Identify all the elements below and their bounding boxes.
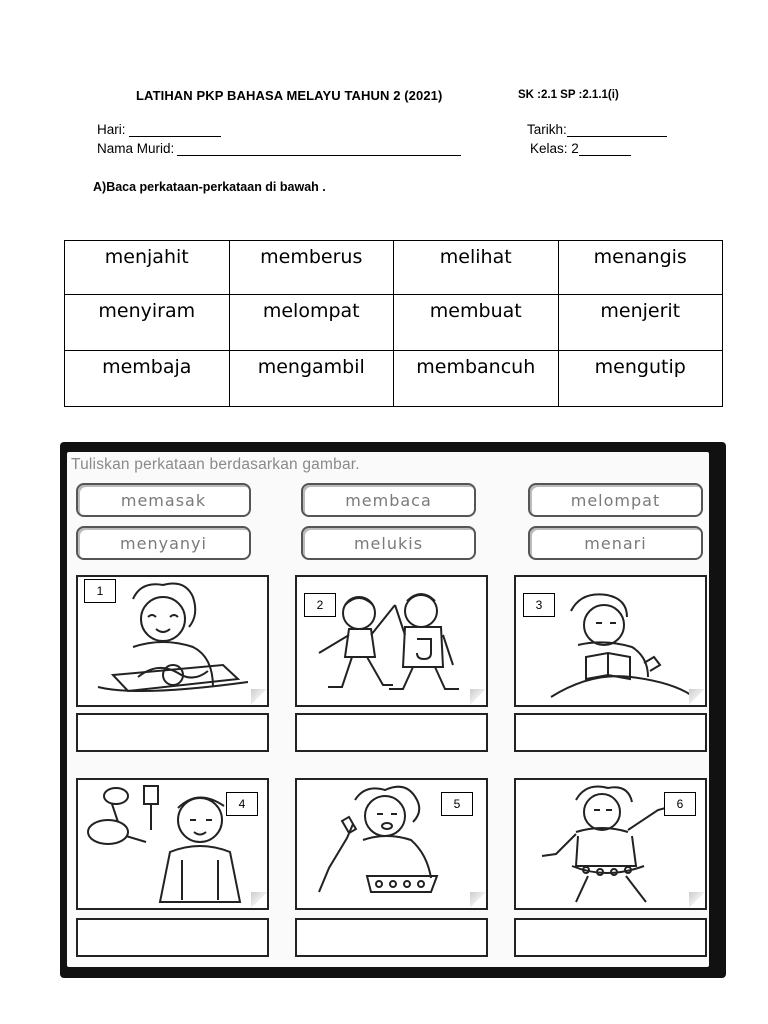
word-box-memasak: memasak — [76, 483, 251, 517]
picture-number-2: 2 — [304, 593, 336, 617]
table-cell: menyiram — [65, 295, 230, 351]
hari-label: Hari: — [97, 122, 126, 137]
word-box-melompat: melompat — [528, 483, 703, 517]
answer-box-1[interactable] — [76, 713, 269, 752]
page-curl — [470, 892, 486, 908]
word-table — [64, 240, 723, 407]
hari-blank[interactable] — [129, 124, 221, 137]
table-cell: membancuh — [394, 351, 559, 407]
kelas-label: Kelas: 2 — [530, 141, 579, 156]
answer-box-3[interactable] — [514, 713, 707, 752]
page-curl — [470, 689, 486, 705]
answer-box-6[interactable] — [514, 918, 707, 957]
section-a-instruction: A)Baca perkataan-perkataan di bawah . — [93, 180, 326, 194]
page-curl — [251, 892, 267, 908]
table-row — [65, 241, 723, 295]
table-row — [65, 295, 723, 351]
curriculum-code: SK :2.1 SP :2.1.1(i) — [518, 89, 619, 101]
worksheet-title: LATIHAN PKP BAHASA MELAYU TAHUN 2 (2021) — [136, 88, 443, 103]
table-cell: menangis — [558, 241, 723, 295]
page-curl — [251, 689, 267, 705]
tarikh-label: Tarikh: — [527, 122, 567, 137]
word-box-melukis: melukis — [301, 526, 476, 560]
picture-number-1: 1 — [84, 579, 116, 603]
page-curl — [689, 689, 705, 705]
word-box-menari: menari — [528, 526, 703, 560]
picture-number-5: 5 — [441, 792, 473, 816]
table-row — [65, 351, 723, 407]
table-cell: mengambil — [229, 351, 394, 407]
page-curl — [689, 892, 705, 908]
table-cell: memberus — [229, 241, 394, 295]
nama-murid-field — [97, 141, 461, 156]
picture-number-6: 6 — [664, 792, 696, 816]
worksheet-inner — [67, 452, 709, 967]
answer-box-4[interactable] — [76, 918, 269, 957]
table-cell: melompat — [229, 295, 394, 351]
answer-box-2[interactable] — [295, 713, 488, 752]
tarikh-blank[interactable] — [567, 124, 667, 137]
nama-murid-blank[interactable] — [177, 143, 461, 156]
nama-murid-label: Nama Murid: — [97, 141, 175, 156]
picture-number-4: 4 — [226, 792, 258, 816]
table-cell: mengutip — [558, 351, 723, 407]
table-cell: menjahit — [65, 241, 230, 295]
table-cell: membuat — [394, 295, 559, 351]
picture-number-3: 3 — [523, 593, 555, 617]
word-box-membaca: membaca — [301, 483, 476, 517]
answer-box-5[interactable] — [295, 918, 488, 957]
table-cell: membaja — [65, 351, 230, 407]
kelas-blank[interactable] — [579, 143, 631, 156]
worksheet-panel — [60, 442, 726, 978]
hari-field — [97, 122, 221, 137]
kelas-field — [530, 141, 631, 156]
table-cell: melihat — [394, 241, 559, 295]
worksheet-instruction: Tuliskan perkataan berdasarkan gambar. — [71, 456, 360, 473]
tarikh-field — [527, 122, 667, 137]
word-box-menyanyi: menyanyi — [76, 526, 251, 560]
table-cell: menjerit — [558, 295, 723, 351]
